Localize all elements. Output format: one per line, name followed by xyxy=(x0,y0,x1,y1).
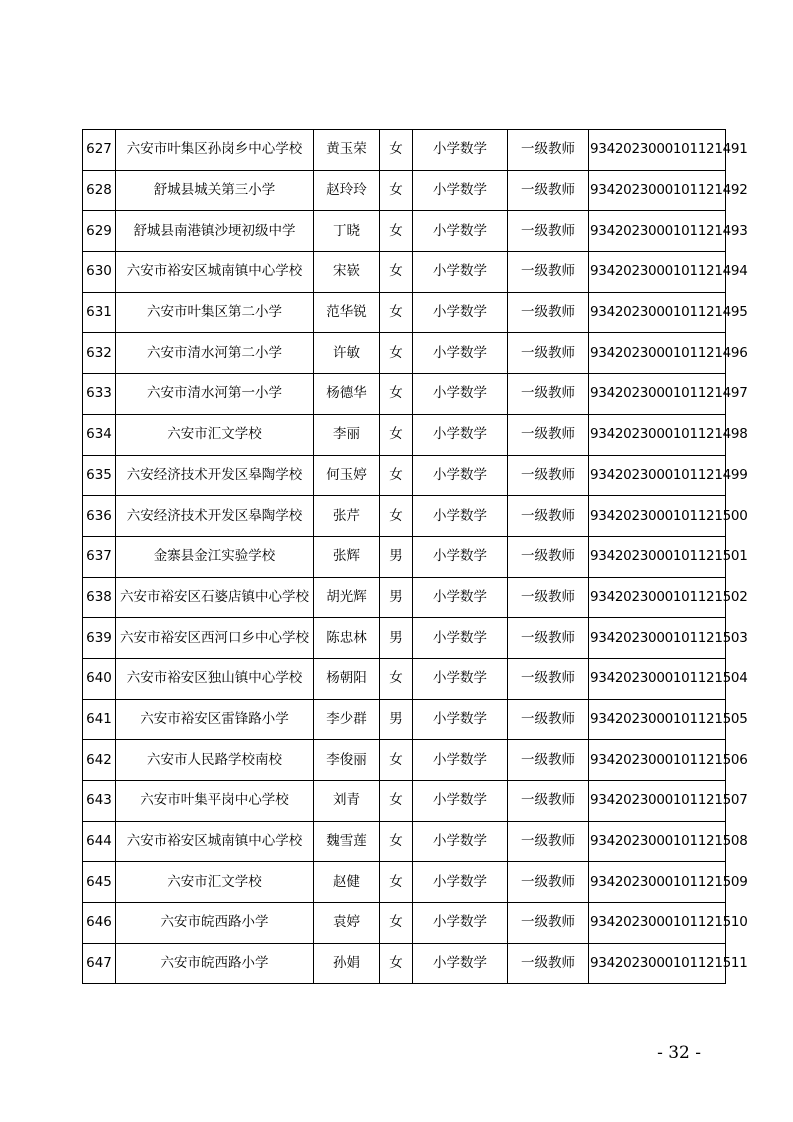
cell-title: 一级教师 xyxy=(508,740,589,781)
cell-school: 舒城县南港镇沙埂初级中学 xyxy=(116,211,314,252)
cell-gender: 女 xyxy=(380,496,413,537)
table-row xyxy=(83,577,726,618)
cell-number: 630 xyxy=(83,252,116,293)
table-row xyxy=(83,903,726,944)
cell-code: 9342023000101121496 xyxy=(589,333,726,374)
table-row xyxy=(83,740,726,781)
cell-subject: 小学数学 xyxy=(413,292,508,333)
cell-title: 一级教师 xyxy=(508,577,589,618)
cell-name: 魏雪莲 xyxy=(314,821,380,862)
table-row xyxy=(83,414,726,455)
cell-school: 六安市皖西路小学 xyxy=(116,903,314,944)
cell-code: 9342023000101121495 xyxy=(589,292,726,333)
table-row xyxy=(83,333,726,374)
table-row xyxy=(83,943,726,984)
cell-number: 644 xyxy=(83,821,116,862)
cell-school: 六安市裕安区独山镇中心学校 xyxy=(116,658,314,699)
cell-gender: 女 xyxy=(380,414,413,455)
cell-name: 杨德华 xyxy=(314,374,380,415)
cell-number: 646 xyxy=(83,903,116,944)
cell-gender: 女 xyxy=(380,130,413,171)
cell-number: 642 xyxy=(83,740,116,781)
cell-gender: 女 xyxy=(380,658,413,699)
cell-subject: 小学数学 xyxy=(413,333,508,374)
cell-subject: 小学数学 xyxy=(413,781,508,822)
table-row xyxy=(83,781,726,822)
cell-name: 赵健 xyxy=(314,862,380,903)
table-row xyxy=(83,821,726,862)
cell-gender: 女 xyxy=(380,740,413,781)
cell-school: 六安市叶集区孙岗乡中心学校 xyxy=(116,130,314,171)
cell-name: 许敏 xyxy=(314,333,380,374)
cell-code: 9342023000101121505 xyxy=(589,699,726,740)
table-row xyxy=(83,130,726,171)
cell-code: 9342023000101121509 xyxy=(589,862,726,903)
cell-number: 631 xyxy=(83,292,116,333)
cell-gender: 女 xyxy=(380,821,413,862)
table-row xyxy=(83,170,726,211)
table-row xyxy=(83,536,726,577)
cell-number: 641 xyxy=(83,699,116,740)
cell-school: 六安市裕安区西河口乡中心学校 xyxy=(116,618,314,659)
cell-subject: 小学数学 xyxy=(413,699,508,740)
cell-name: 丁晓 xyxy=(314,211,380,252)
cell-name: 孙娟 xyxy=(314,943,380,984)
cell-gender: 男 xyxy=(380,699,413,740)
cell-name: 赵玲玲 xyxy=(314,170,380,211)
cell-number: 627 xyxy=(83,130,116,171)
cell-code: 9342023000101121507 xyxy=(589,781,726,822)
cell-subject: 小学数学 xyxy=(413,211,508,252)
cell-school: 六安市人民路学校南校 xyxy=(116,740,314,781)
cell-subject: 小学数学 xyxy=(413,618,508,659)
cell-number: 633 xyxy=(83,374,116,415)
cell-title: 一级教师 xyxy=(508,943,589,984)
cell-name: 胡光辉 xyxy=(314,577,380,618)
cell-title: 一级教师 xyxy=(508,414,589,455)
cell-number: 635 xyxy=(83,455,116,496)
cell-subject: 小学数学 xyxy=(413,903,508,944)
cell-title: 一级教师 xyxy=(508,455,589,496)
cell-title: 一级教师 xyxy=(508,658,589,699)
cell-subject: 小学数学 xyxy=(413,374,508,415)
cell-code: 9342023000101121498 xyxy=(589,414,726,455)
cell-name: 刘青 xyxy=(314,781,380,822)
cell-school: 金寨县金江实验学校 xyxy=(116,536,314,577)
cell-code: 9342023000101121501 xyxy=(589,536,726,577)
cell-code: 9342023000101121497 xyxy=(589,374,726,415)
cell-code: 9342023000101121504 xyxy=(589,658,726,699)
cell-gender: 男 xyxy=(380,577,413,618)
cell-name: 黄玉荣 xyxy=(314,130,380,171)
cell-code: 9342023000101121508 xyxy=(589,821,726,862)
cell-subject: 小学数学 xyxy=(413,740,508,781)
cell-subject: 小学数学 xyxy=(413,821,508,862)
cell-title: 一级教师 xyxy=(508,536,589,577)
cell-name: 李俊丽 xyxy=(314,740,380,781)
cell-subject: 小学数学 xyxy=(413,943,508,984)
cell-school: 六安市裕安区城南镇中心学校 xyxy=(116,252,314,293)
cell-code: 9342023000101121493 xyxy=(589,211,726,252)
cell-code: 9342023000101121491 xyxy=(589,130,726,171)
cell-title: 一级教师 xyxy=(508,496,589,537)
cell-code: 9342023000101121510 xyxy=(589,903,726,944)
roster-body xyxy=(83,130,748,984)
cell-code: 9342023000101121500 xyxy=(589,496,726,537)
cell-subject: 小学数学 xyxy=(413,862,508,903)
cell-school: 六安经济技术开发区皋陶学校 xyxy=(116,496,314,537)
cell-subject: 小学数学 xyxy=(413,170,508,211)
cell-name: 杨朝阳 xyxy=(314,658,380,699)
cell-code: 9342023000101121502 xyxy=(589,577,726,618)
table-row xyxy=(83,862,726,903)
cell-school: 六安市清水河第二小学 xyxy=(116,333,314,374)
cell-title: 一级教师 xyxy=(508,862,589,903)
table-row xyxy=(83,374,726,415)
cell-name: 范华锐 xyxy=(314,292,380,333)
cell-subject: 小学数学 xyxy=(413,252,508,293)
cell-code: 9342023000101121494 xyxy=(589,252,726,293)
table-row xyxy=(83,618,726,659)
roster-table xyxy=(82,129,748,984)
cell-number: 647 xyxy=(83,943,116,984)
cell-subject: 小学数学 xyxy=(413,496,508,537)
cell-number: 637 xyxy=(83,536,116,577)
table-row xyxy=(83,699,726,740)
cell-gender: 女 xyxy=(380,862,413,903)
cell-school: 六安市叶集区第二小学 xyxy=(116,292,314,333)
cell-name: 宋嵚 xyxy=(314,252,380,293)
cell-subject: 小学数学 xyxy=(413,658,508,699)
cell-title: 一级教师 xyxy=(508,292,589,333)
table-row xyxy=(83,658,726,699)
cell-number: 640 xyxy=(83,658,116,699)
cell-code: 9342023000101121511 xyxy=(589,943,726,984)
cell-school: 六安市裕安区雷锋路小学 xyxy=(116,699,314,740)
cell-gender: 女 xyxy=(380,455,413,496)
cell-title: 一级教师 xyxy=(508,781,589,822)
cell-school: 六安市裕安区城南镇中心学校 xyxy=(116,821,314,862)
cell-gender: 女 xyxy=(380,170,413,211)
cell-subject: 小学数学 xyxy=(413,536,508,577)
cell-name: 李丽 xyxy=(314,414,380,455)
cell-number: 636 xyxy=(83,496,116,537)
cell-title: 一级教师 xyxy=(508,821,589,862)
cell-name: 张芹 xyxy=(314,496,380,537)
table-row xyxy=(83,292,726,333)
cell-code: 9342023000101121506 xyxy=(589,740,726,781)
cell-gender: 女 xyxy=(380,292,413,333)
cell-name: 李少群 xyxy=(314,699,380,740)
cell-title: 一级教师 xyxy=(508,618,589,659)
cell-subject: 小学数学 xyxy=(413,130,508,171)
cell-title: 一级教师 xyxy=(508,699,589,740)
cell-school: 六安经济技术开发区皋陶学校 xyxy=(116,455,314,496)
cell-code: 9342023000101121492 xyxy=(589,170,726,211)
cell-number: 632 xyxy=(83,333,116,374)
cell-title: 一级教师 xyxy=(508,903,589,944)
cell-title: 一级教师 xyxy=(508,333,589,374)
cell-number: 629 xyxy=(83,211,116,252)
cell-gender: 男 xyxy=(380,618,413,659)
cell-gender: 女 xyxy=(380,252,413,293)
cell-school: 六安市汇文学校 xyxy=(116,862,314,903)
cell-number: 628 xyxy=(83,170,116,211)
cell-school: 六安市叶集平岗中心学校 xyxy=(116,781,314,822)
cell-school: 六安市皖西路小学 xyxy=(116,943,314,984)
cell-name: 张辉 xyxy=(314,536,380,577)
cell-gender: 女 xyxy=(380,374,413,415)
cell-title: 一级教师 xyxy=(508,211,589,252)
cell-title: 一级教师 xyxy=(508,130,589,171)
cell-code: 9342023000101121499 xyxy=(589,455,726,496)
cell-code: 9342023000101121503 xyxy=(589,618,726,659)
cell-gender: 女 xyxy=(380,333,413,374)
cell-number: 639 xyxy=(83,618,116,659)
cell-school: 六安市清水河第一小学 xyxy=(116,374,314,415)
cell-number: 634 xyxy=(83,414,116,455)
cell-subject: 小学数学 xyxy=(413,414,508,455)
cell-title: 一级教师 xyxy=(508,252,589,293)
cell-subject: 小学数学 xyxy=(413,455,508,496)
cell-name: 袁婷 xyxy=(314,903,380,944)
cell-number: 638 xyxy=(83,577,116,618)
cell-name: 何玉婷 xyxy=(314,455,380,496)
cell-school: 六安市裕安区石婆店镇中心学校 xyxy=(116,577,314,618)
page-number: - 32 - xyxy=(657,1043,701,1063)
cell-title: 一级教师 xyxy=(508,170,589,211)
cell-gender: 男 xyxy=(380,536,413,577)
cell-school: 舒城县城关第三小学 xyxy=(116,170,314,211)
cell-name: 陈忠林 xyxy=(314,618,380,659)
table-row xyxy=(83,455,726,496)
cell-gender: 女 xyxy=(380,903,413,944)
table-row xyxy=(83,496,726,537)
cell-gender: 女 xyxy=(380,211,413,252)
cell-title: 一级教师 xyxy=(508,374,589,415)
cell-gender: 女 xyxy=(380,943,413,984)
cell-school: 六安市汇文学校 xyxy=(116,414,314,455)
cell-number: 645 xyxy=(83,862,116,903)
cell-number: 643 xyxy=(83,781,116,822)
table-row xyxy=(83,211,726,252)
cell-gender: 女 xyxy=(380,781,413,822)
cell-subject: 小学数学 xyxy=(413,577,508,618)
table-row xyxy=(83,252,726,293)
